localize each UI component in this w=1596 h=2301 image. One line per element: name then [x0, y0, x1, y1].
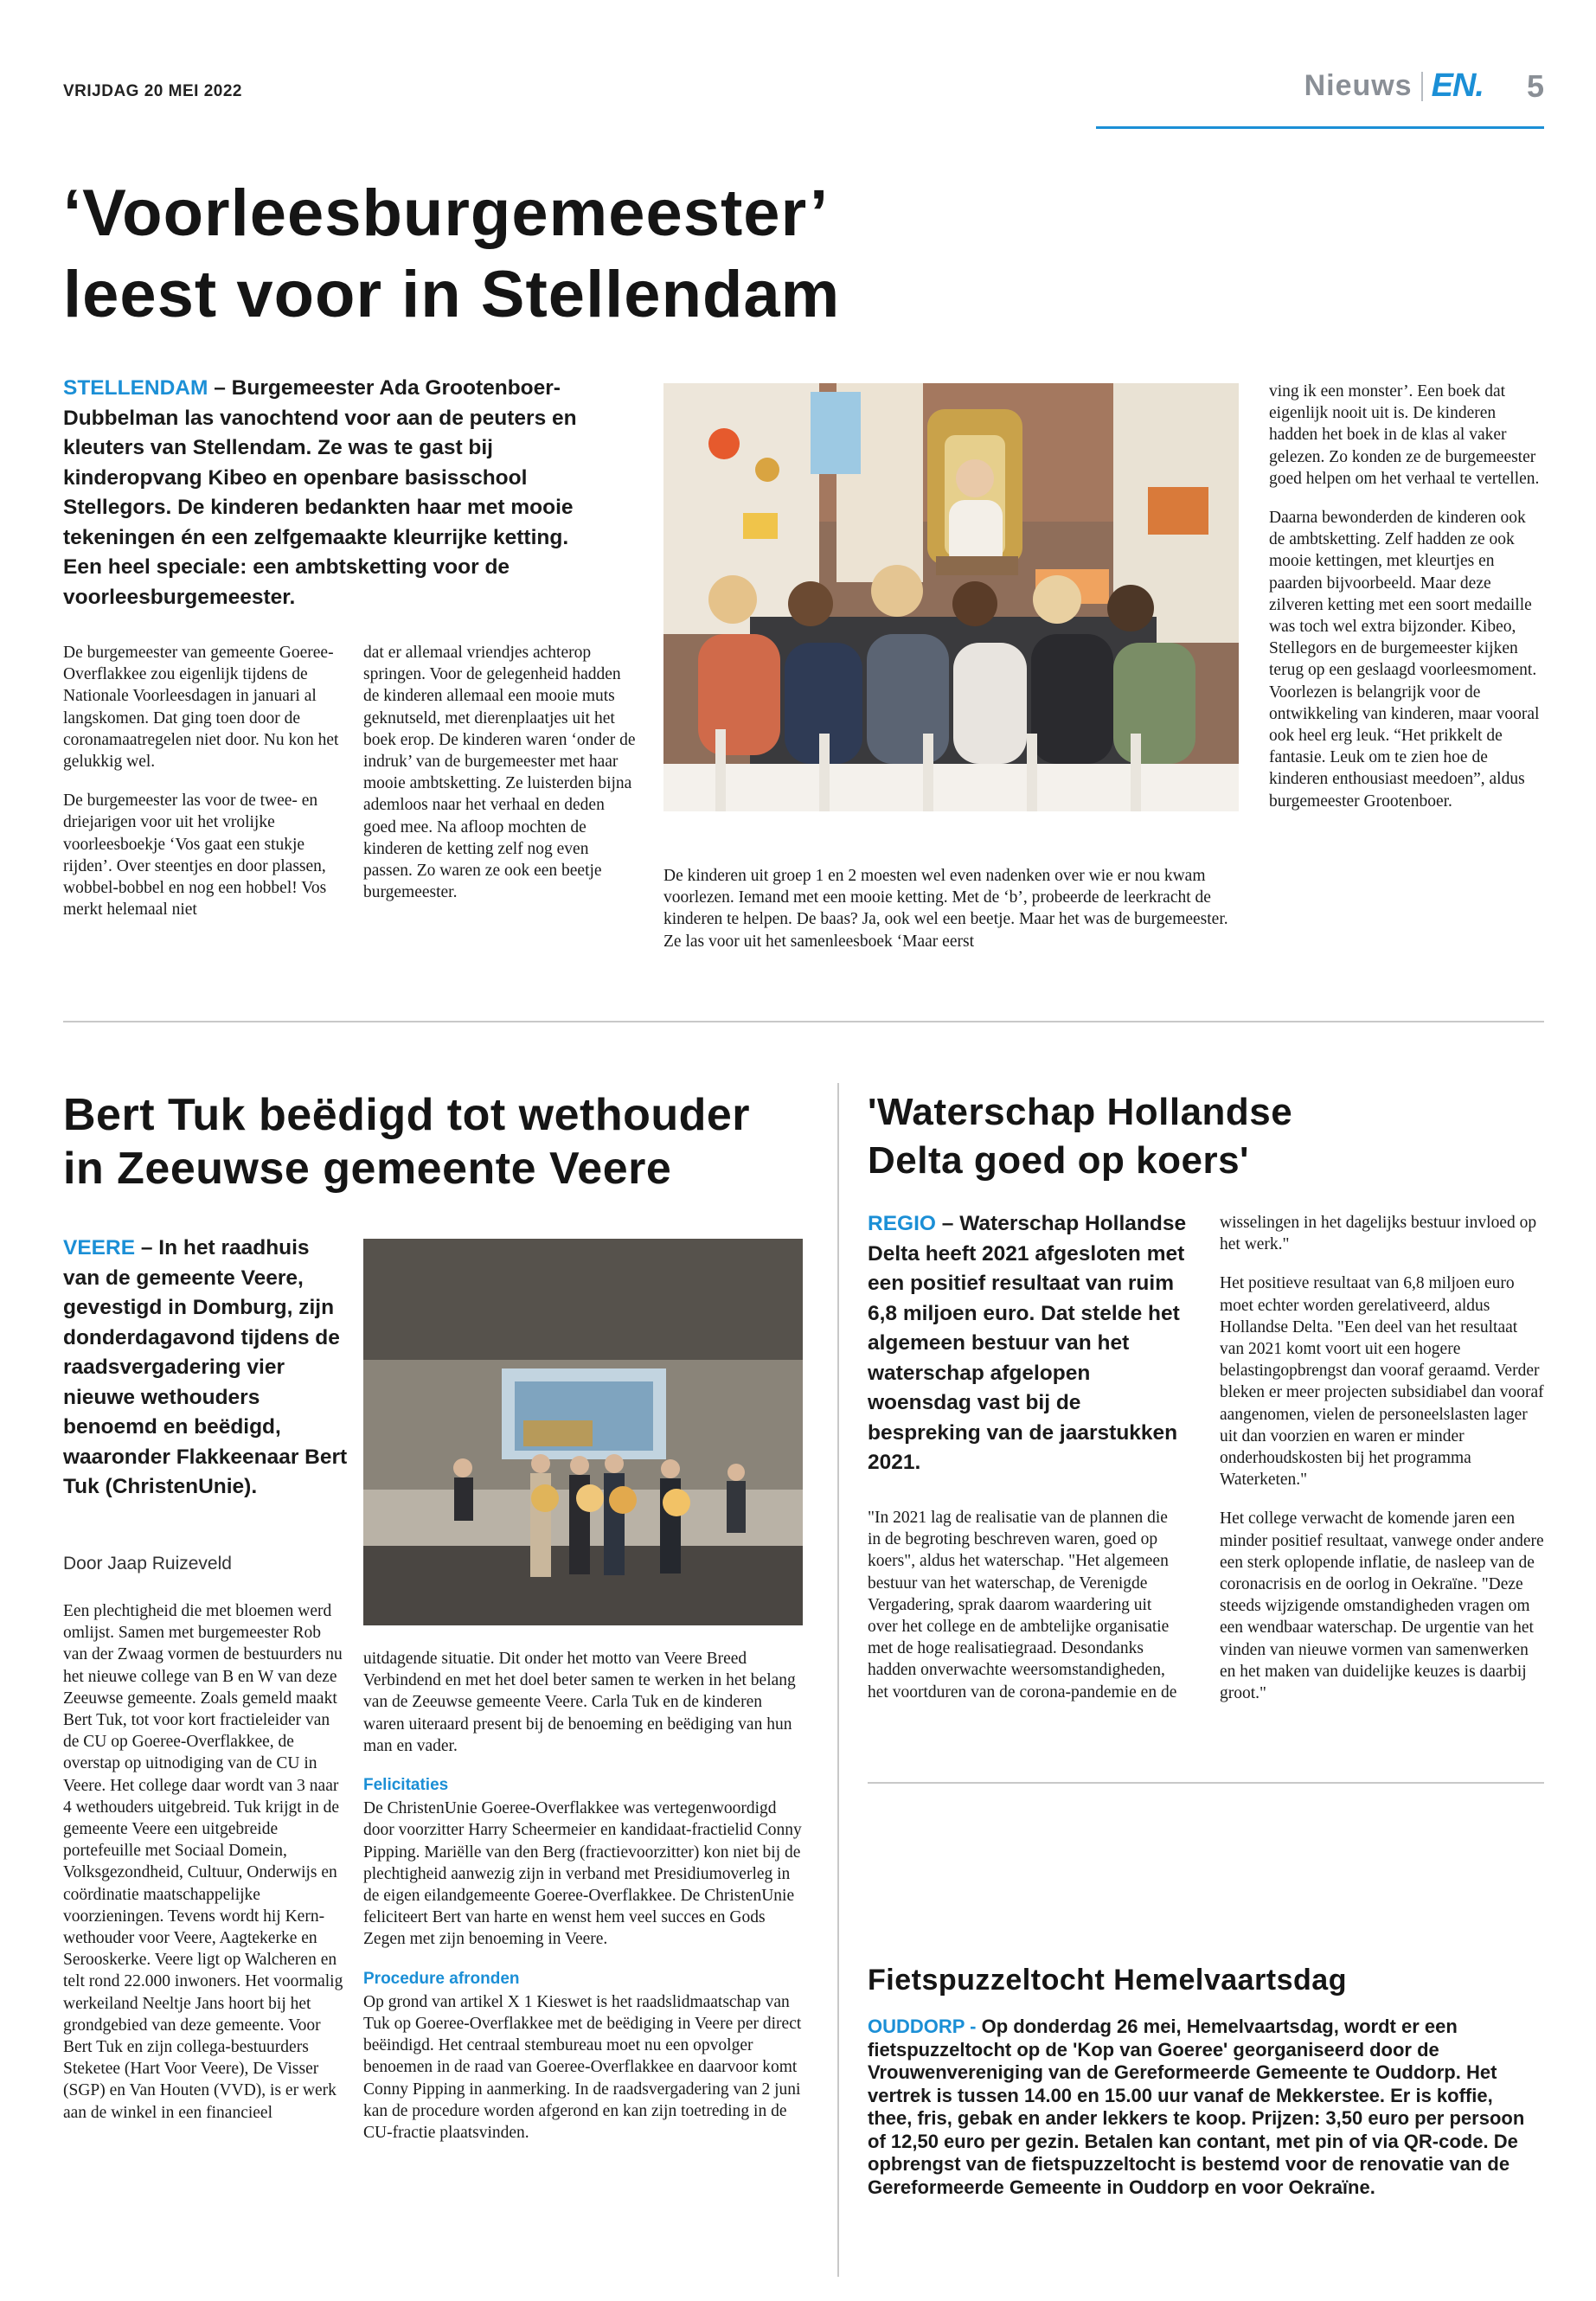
article3-col2-p3: Het college verwacht de komende jaren een minder positief resultaat, vanwege onder andere een sterk oplopende inflatie, de nasleep van de coronacrisis en de oorlog in Oekraïne. "Deze steeds wijzigende omstandigheden vragen om een wendbaar waterschap. De urgentie van het vinden van nieuwe vormen van samenwerken en het maken van duidelijke keuzes is daarbij groot."	[1220, 1509, 1544, 1703]
article3-col1-p1: "In 2021 lag de realisatie van de plannen die in de begroting beschreven waren, goed op koers", aldus het waterschap. "Het algemeen bestuur van het waterschap, de Verenigde Vergadering, sprak daarom waardering uit over het college en de ambtelijke organisatie met de hoge realisatiegraad. Desondanks hadden onverwachte weersomstandigheden, het voortduren van de corona-pandemie en de	[868, 1509, 1177, 1702]
article3-headline	[868, 1088, 1542, 1185]
article1-lede-text: – Burgemeester Ada Grootenboer-Dubbelman las vanochtend voor aan de peuters en kleuters van Stellendam. Ze was te gast bij kinderopvang Kibeo en openbare basisschool Stellegors. De kinderen bedankten haar met mooie tekeningen én een zelfgemaakte kleurrijke ketting. Een heel speciale: een ambtsketting voor de voorleesburgemeester.	[63, 376, 577, 609]
article2-headline-line2: in Zeeuwse gemeente Veere	[63, 1144, 672, 1194]
article1-location: STELLENDAM	[63, 376, 208, 400]
section-divider-horizontal	[63, 1021, 1544, 1022]
article3-location: REGIO	[868, 1212, 936, 1235]
article4-body	[868, 2016, 1525, 2199]
section-divider-vertical	[837, 1083, 839, 2277]
article1-headline	[63, 173, 1015, 336]
article2-col1-p1: Een plechtigheid die met bloemen werd omlijst. Samen met burgemeester Rob van der Zwaag vormen de bestuurders nu het nieuwe college van B en W van deze Zeeuwse gemeente. Zoals gemeld maakt Bert Tuk, tot voor kort fractieleider van de CU op Goeree-Overflakkee, de overstap op uitnodiging van de CU in Veere. Het college daar wordt van 3 naar 4 wethouders uitgebreid. Tuk krijgt in de gemeente Veere een uitgebreide portefeuille met Sociaal Domein, Volksgezondheid, Cultuur, Onderwijs en coördinatie maatschappelijke voorzieningen. Tevens wordt hij Kern-wethouder voor Veere, Aagtekerke en Serooskerke. Veere ligt op Walcheren en telt rond 22.000 inwoners. Het voormalig werkeiland Neeltje Jans hoort bij het grondgebied van deze gemeente. Voor Bert Tuk en zijn collega-bestuurders Steketee (Hart Voor Veere), De Visser (SGP) en Van Houten (VVD), is er werk aan de winkel in een financieel	[63, 1602, 343, 2122]
article1-col4	[1269, 381, 1544, 830]
section-name: Nieuws	[1304, 69, 1413, 102]
article2-lede	[63, 1234, 349, 1503]
article3-headline-line2: Delta goed op koers'	[868, 1139, 1249, 1182]
article1-col4-p1: ving ik een monster’. Een boek dat eigenlijk nooit uit is. De kinderen hadden het boek in de klas al vaker gelezen. Zo konden ze de burgemeester goed helpen om het verhaal te vertellen.	[1269, 382, 1540, 488]
felicitaties-subhead: Felicitaties	[363, 1776, 449, 1795]
reading-session-photo	[663, 383, 1239, 811]
article2-col1	[63, 1600, 344, 2141]
article3-lede	[868, 1209, 1188, 1478]
article2-headline-line1: Bert Tuk beëdigd tot wethouder	[63, 1090, 751, 1140]
article4-location: OUDDORP -	[868, 2016, 977, 2037]
article1-headline-line2: leest voor in Stellendam	[63, 258, 841, 331]
article1-col1	[63, 642, 349, 938]
header-accent-line	[1096, 126, 1544, 129]
issue-date: VRIJDAG 20 MEI 2022	[63, 82, 242, 100]
procedure-subhead: Procedure afronden	[363, 1969, 520, 1988]
article1-lede	[63, 374, 604, 612]
article1-col2-p1: dat er allemaal vriendjes achterop springen. Voor de gelegenheid hadden de kinderen allemaal een mooie muts geknutseld, met dierenplaatjes uit het boek erop. De kinderen waren ‘onder de indruk’ van de burgemeester met haar mooie ambtsketting. Ze luisterden bijna ademloos naar het verhaal en deden goed mee. Na afloop mochten de kinderen de ketting zelf nog even passen. Zo waren ze ook een beetje burgemeester.	[363, 644, 636, 902]
article1-col2	[363, 642, 640, 920]
article1-col3-p1: De kinderen uit groep 1 en 2 moesten wel even nadenken over wie er nou kwam voorlezen. Iemand met een mooie ketting. Met de ‘b’, probeerde de leerkracht de kinderen te helpen. De baas? Ja, ook wel een beetje. Maar het was de burgemeester. Ze las voor uit het samenleesboek ‘Maar eerst	[663, 867, 1228, 951]
header-divider	[1421, 72, 1423, 101]
reading-session-illustration	[663, 383, 1239, 811]
article2-byline: Door Jaap Ruizeveld	[63, 1554, 232, 1574]
article3-col1	[868, 1507, 1183, 1721]
council-meeting-illustration	[363, 1239, 803, 1625]
article1-col4-p2: Daarna bewonderden de kinderen ook de ambtsketting. Zelf hadden ze ook mooie kettingen, met kleurtjes en paarden bijvoorbeeld. Maar deze zilveren ketting met een soort medaille was toch wel extra bijzonder. Kibeo, Stellegors en de burgemeester kijken terug op een geslaagd voorleesmoment. Voorlezen is belangrijk voor de ontwikkeling van kinderen, maar vooral ook heel erg leuk. “Het prikkelt de fantasie. Leuk om te zien hoe de kinderen enthousiast meedoen”, aldus burgemeester Grootenboer.	[1269, 509, 1540, 811]
article1-headline-line1: ‘Voorleesburgemeester’	[63, 176, 830, 250]
article2-col2-p2: De ChristenUnie Goeree-Overflakkee was vertegenwoordigd door voorzitter Harry Scheermeier en kandidaat-fractielid Conny Pipping. Mariëlle van den Berg (fractievoorzitter) kon niet bij de plechtigheid aanwezig zijn in verband met Presidiumoverleg in de eigen eilandgemeente Goeree-Overflakkee. De ChristenUnie feliciteert Bert van harte en wenst hem veel succes en Gods Zegen met zijn benoeming in Veere.	[363, 1799, 802, 1949]
article4-headline: Fietspuzzeltocht Hemelvaartsdag	[868, 1964, 1347, 1997]
article1-col1-p1: De burgemeester van gemeente Goeree-Overflakkee zou eigenlijk tijdens de Nationale Voorleesdagen in januari al langskomen. Dat ging toen door de coronamaatregelen niet door. Nu kon het gelukkig wel.	[63, 644, 339, 772]
article3-col2	[1220, 1212, 1544, 1721]
article2-location: VEERE	[63, 1236, 136, 1259]
article1-col3	[663, 865, 1243, 970]
newspaper-logo: EN.	[1431, 67, 1484, 104]
section-divider-right	[868, 1782, 1544, 1784]
article2-headline	[63, 1088, 842, 1195]
page-header-right	[1304, 67, 1544, 105]
article3-col2-p2: Het positieve resultaat van 6,8 miljoen euro moet echter worden gerelativeerd, aldus Hollandse Delta. "Een deel van het resultaat van 2021 komt voort uit een hogere belastingopbrengst dan vooraf geraamd. Verder bleken er meer projecten subsidiabel dan vooraf aangenomen, vielen de personeelslasten lager uit dan voorzien en waren er minder onderhoudskosten bij het programma Waterketen."	[1220, 1274, 1544, 1490]
page-number: 5	[1526, 67, 1544, 104]
article3-headline-line1: 'Waterschap Hollandse	[868, 1091, 1293, 1133]
article3-col2-p1: wisselingen in het dagelijks bestuur invloed op het werk."	[1220, 1214, 1537, 1254]
article2-col2	[363, 1648, 803, 2161]
article3-lede-text: – Waterschap Hollandse Delta heeft 2021 afgesloten met een positief resultaat van ruim 6,8 miljoen euro. Dat stelde het algemeen bestuur van het waterschap afgelopen woensdag vast bij de bespreking van de jaarstukken 2021.	[868, 1212, 1187, 1474]
article4-text: Op donderdag 26 mei, Hemelvaartsdag, wordt er een fietspuzzeltocht op de 'Kop van Goeree' georganiseerd door de Vrouwenvereniging van de Gereformeerde Gemeente te Ouddorp. Het vertrek is tussen 14.00 en 15.00 uur vanaf de Mekkerstee. Er is koffie, thee, fris, gebak en ander lekkers te koop. Prijzen: 3,50 euro per persoon of 12,50 euro per gezin. Betalen kan contant, met pin of via QR-code. De opbrengst van de fietspuzzeltocht is bestemd voor de renovatie van de Gereformeerde Gemeente in Ouddorp en voor Oekraïne.	[868, 2016, 1525, 2198]
article2-col2-p1: uitdagende situatie. Dit onder het motto van Veere Breed Verbindend en met het doel beter samen te werken in het belang van de Zeeuwse gemeente Veere. Carla Tuk en de kinderen waren uiteraard present bij de benoeming en beëdiging van hun man en vader.	[363, 1650, 796, 1755]
article1-col1-p2: De burgemeester las voor de twee- en driejarigen voor uit het vrolijke voorleesboekje ‘Vos gaat een stukje rijden’. Over steentjes en door plassen, wobbel-bobbel en nog een hobbel! Vos merkt helemaal niet	[63, 792, 327, 920]
council-meeting-photo	[363, 1239, 803, 1625]
article2-col2-p3: Op grond van artikel X 1 Kieswet is het raadslidmaatschap van Tuk op Goeree-Overflakkee met de beëdiging in Veere per direct beëindigd. Het centraal stembureau moet nu een opvolger benoemen in de raad van Goeree-Overflakkee en daarvoor komt Conny Pipping in aanmerking. In de raadsvergadering van 2 juni kan de procedure worden afgerond en kan zijn toetreding in de CU-fractie plaatsvinden.	[363, 1992, 802, 2143]
article2-lede-text: – In het raadhuis van de gemeente Veere, gevestigd in Domburg, zijn donderdagavond tijdens de raadsvergadering vier nieuwe wethouders benoemd en beëdigd, waaronder Flakkeenaar Bert Tuk (ChristenUnie).	[63, 1236, 348, 1498]
